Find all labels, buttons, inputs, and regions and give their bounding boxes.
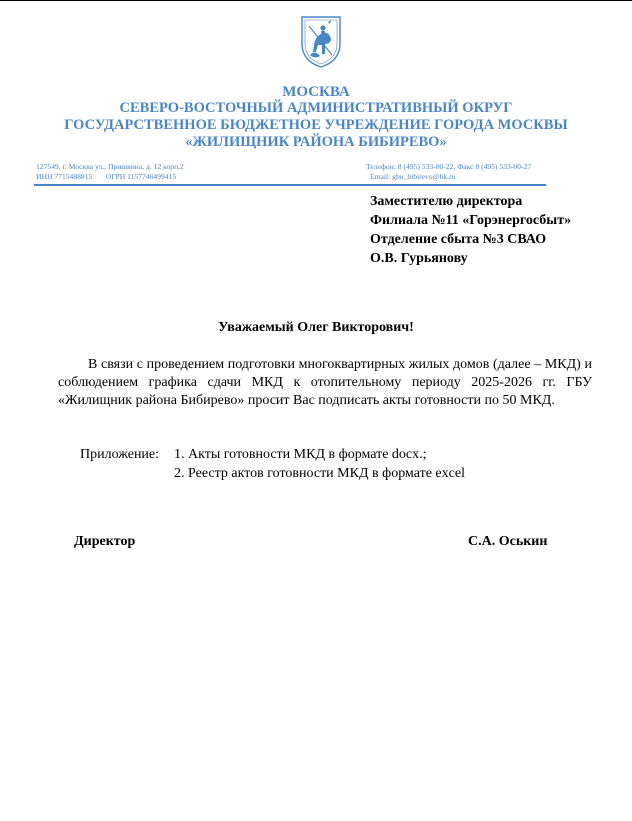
- appendix-block: [80, 445, 465, 483]
- addressee-line-1: Заместителю директора: [370, 194, 523, 209]
- letterhead-inn-ogrn: ИНН 7715488815 ОГРН 1157746499415: [36, 171, 177, 181]
- salutation: Уважаемый Олег Викторович!: [218, 320, 414, 335]
- letterhead-contact-right: [366, 162, 531, 181]
- letterhead-divider: [34, 184, 546, 186]
- letterhead-address: 127549, г. Москва ул., Пришвина, д. 12 корп.2: [36, 162, 184, 171]
- letterhead-city: МОСКВА: [282, 84, 350, 100]
- appendix-item-2: 2. Реестр актов готовности МКД в формате excel: [174, 466, 465, 481]
- letter-body: [58, 356, 592, 410]
- addressee-line-3: Отделение сбыта №3 СВАО: [370, 232, 547, 247]
- appendix-item-1: 1. Акты готовности МКД в формате docx.;: [174, 447, 427, 462]
- letterhead-institution: ГОСУДАРСТВЕННОЕ БЮДЖЕТНОЕ УЧРЕЖДЕНИЕ ГОРОДА МОСКВЫ: [64, 117, 568, 133]
- page-top-border: [0, 0, 632, 1]
- letterhead-organization: «ЖИЛИЩНИК РАЙОНА БИБИРЕВО»: [185, 134, 447, 150]
- letterhead-district: СЕВЕРО-ВОСТОЧНЫЙ АДМИНИСТРАТИВНЫЙ ОКРУГ: [119, 100, 513, 116]
- moscow-coat-of-arms-icon: [300, 14, 342, 68]
- letter-body-text: В связи с проведением подготовки многоквартирных жилых домов (далее – МКД) и соблюдением графика сдачи МКД к отопительному периоду 2025-2026 гг. ГБУ «Жилищник района Бибирево» просит Вас подписать акты готовности по 50 МКД.: [58, 357, 592, 408]
- letterhead-contact-left: [36, 162, 184, 181]
- signature-title: Директор: [74, 534, 136, 549]
- letterhead-email: Email: gbu_bibirevo@bk.ru: [370, 171, 456, 181]
- addressee-line-2: Филиала №11 «Горэнергосбыт»: [370, 213, 572, 228]
- addressee-line-4: О.В. Гурьянову: [370, 251, 468, 266]
- signature-name: С.А. Оськин: [468, 534, 548, 549]
- addressee-block: [370, 192, 571, 268]
- letterhead-phone: Телефон: 8 (495) 533-00-22, Факс 8 (495) 533-00-27: [366, 162, 532, 171]
- appendix-label: Приложение:: [80, 447, 160, 462]
